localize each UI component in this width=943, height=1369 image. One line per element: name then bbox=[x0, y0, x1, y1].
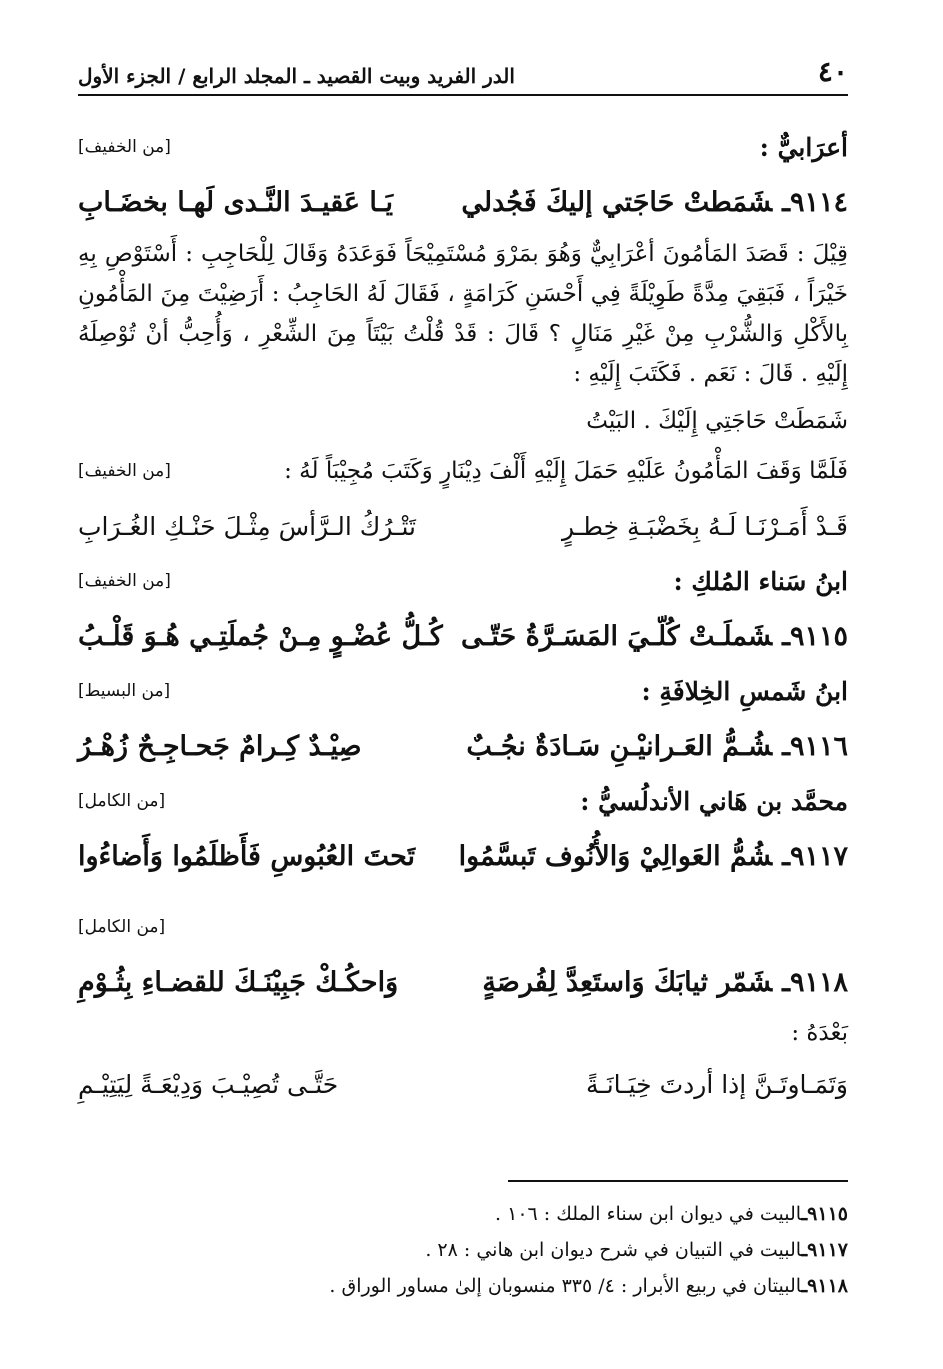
running-title: الدر الفريد وبيت القصيد ـ المجلد الرابع / الجزء الأول bbox=[78, 64, 515, 88]
verse-second-hemistich: وَاحكُـكْ جَبِيْنَـكَ للقضـاءِ بِثُـوْمِ bbox=[78, 966, 399, 998]
verse-first-hemistich bbox=[466, 731, 848, 762]
verse-number: ٩١١٦ـ bbox=[782, 730, 848, 762]
verse-first-hemistich bbox=[482, 967, 848, 998]
verse-first-text: شُمُّ العَوالِيْ وَالأُنُوف تَبسَّمُوا bbox=[458, 840, 773, 872]
footnote bbox=[78, 1232, 848, 1268]
author-row bbox=[78, 120, 848, 174]
anecdote-text: قِيْلَ : قَصَدَ المَأمُونَ أعْرَابِيٌّ وَهُوَ بمَرْوَ مُسْتَمِيْحَاً فَوَعَدَهُ وَقَالَ لِلْحَاجِبِ : أَسْتَوْصِ بِهِ خَيْرَاً ، فَبَقِيَ مِدَّةً طَوِيْلَةً فِي أَحْسَنِ كَرَامَةٍ ، فَقَالَ لَهُ الحَاجِبُ : أَرَضِيْتَ مِنَ المَأْمُونِ بِالأَكْلِ وَالشُّرْبِ مِنْ غَيْرِ مَنَالٍ ؟ قَالَ : قَدْ قُلْتُ بَيْتَاً مِنَ الشِّعْرِ ، وَأُحِبُّ أنْ تُوْصِلَهُ إِلَيْهِ . قَالَ : نَعَم . فَكَتَبَ إِلَيْهِ : bbox=[78, 241, 848, 387]
footnote-number: ٩١١٥ـ bbox=[801, 1203, 848, 1225]
verse-second-hemistich: يَـا عَقيـدَ النَّـدى لَهـا بخضَـابِ bbox=[78, 186, 394, 218]
footnote-text: البيت في ديوان ابن سناء الملك : ١٠٦ . bbox=[495, 1203, 802, 1225]
author-row bbox=[78, 900, 848, 954]
footnote bbox=[78, 1196, 848, 1232]
page-body bbox=[78, 120, 848, 1112]
verse-first-text: شُـمُّ العَـرانيْـنِ سَـادَةٌ نجُـبٌ bbox=[466, 730, 773, 762]
author-name: ابنُ شَمسِ الخِلافَةِ : bbox=[641, 676, 848, 706]
verse-9117 bbox=[78, 828, 848, 884]
author-row bbox=[78, 554, 848, 608]
footnote-number: ٩١١٨ـ bbox=[801, 1275, 848, 1297]
verse-number: ٩١١٥ـ bbox=[782, 620, 848, 652]
verse-second-hemistich: حَتَّـى تُصِيْـبَ وَدِيْعَـةً لِيَتِيْـمِ bbox=[78, 1069, 339, 1099]
meter-label: [من الكامل] bbox=[78, 791, 166, 811]
verse-first-text: شَملَـتْ كُلّـيَ المَسَـرَّةُ حَتّـى bbox=[460, 620, 773, 652]
verse-second-hemistich: تَتْـرُكُ الـرَّأسَ مِثْـلَ حَنْـكِ الغُـرَابِ bbox=[78, 511, 416, 541]
verse-9114 bbox=[78, 174, 848, 230]
footnote bbox=[78, 1268, 848, 1304]
meter-label: [من البسيط] bbox=[78, 681, 171, 701]
page-number: ٤٠ bbox=[817, 55, 848, 88]
verse-second-hemistich: تَحتَ العُبُوسِ فَأَظلَمُوا وَأَضاءُوا bbox=[78, 840, 416, 872]
verse-9116 bbox=[78, 718, 848, 774]
meter-label: [من الخفيف] bbox=[78, 571, 171, 591]
verse-first-text: شَمّر ثيابَكَ وَاستَعِدَّ لِفُرصَةٍ bbox=[482, 966, 773, 998]
author-row bbox=[78, 664, 848, 718]
verse-9115 bbox=[78, 608, 848, 664]
verse-first-hemistich: قَـدْ أَمَـرْنَـا لَـهُ بِخَضْبَـةِ خِطـرٍ bbox=[561, 511, 848, 541]
verse-number: ٩١١٧ـ bbox=[782, 840, 848, 872]
verse-second-hemistich: كُـلُّ عُضْـوٍ مِـنْ جُملَتِـي هُـوَ قَلْـبُ bbox=[78, 620, 443, 652]
page-header bbox=[78, 52, 848, 96]
after-label: بَعْدَهُ : bbox=[791, 1020, 848, 1046]
verse-second-hemistich: صِيْـدٌ كِـرامٌ جَحـاجِـحٌ زُهْـرُ bbox=[78, 730, 362, 762]
meter-label: [من الكامل] bbox=[78, 917, 166, 937]
footnotes bbox=[78, 1196, 848, 1304]
verse-first-text: شَمَطتْ حَاجَتي إليكَ فَجُدلي bbox=[461, 186, 773, 218]
reply-intro-row bbox=[78, 444, 848, 498]
footnote-number: ٩١١٧ـ bbox=[801, 1239, 848, 1261]
verse-number: ٩١١٤ـ bbox=[782, 186, 848, 218]
reply-intro: فَلَمَّا وَقَفَ المَأْمُونُ عَلَيْهِ حَمَلَ إِلَيْهِ أَلْفَ دِيْنَارٍ وَكَتَبَ مُجِيْبَاً لَهُ : bbox=[284, 458, 848, 484]
meter-label: [من الخفيف] bbox=[78, 137, 171, 157]
quote-line: شَمَطَتْ حَاجَتِي إِلَيْكَ . البَيْتُ bbox=[586, 408, 848, 434]
author-name: أعرَابيٌّ : bbox=[759, 132, 848, 162]
verse-first-hemistich bbox=[461, 187, 848, 218]
verse-first-hemistich bbox=[459, 841, 848, 872]
author-row bbox=[78, 774, 848, 828]
verse-number: ٩١١٨ـ bbox=[782, 966, 848, 998]
verse-first-hemistich bbox=[461, 621, 848, 652]
author-name: ابنُ سَناء المُلكِ : bbox=[673, 566, 848, 596]
footnote-divider bbox=[508, 1180, 848, 1182]
footnote-text: البيتان في ربيع الأبرار : ٤/ ٣٣٥ منسوبان إلىٰ مساور الوراق . bbox=[329, 1275, 802, 1297]
verse-9118 bbox=[78, 954, 848, 1010]
meter-label: [من الخفيف] bbox=[78, 461, 171, 481]
author-name: محمَّد بن هَاني الأندلُسيُّ : bbox=[580, 786, 848, 816]
footnote-text: البيت في التبيان في شرح ديوان ابن هاني : ٢٨ . bbox=[425, 1239, 802, 1261]
after-verse bbox=[78, 1056, 848, 1112]
reply-verse bbox=[78, 498, 848, 554]
verse-first-hemistich: وَتَمَـاوتَـنَّ إذا أردتَ خِيَـانَـةً bbox=[586, 1069, 848, 1099]
